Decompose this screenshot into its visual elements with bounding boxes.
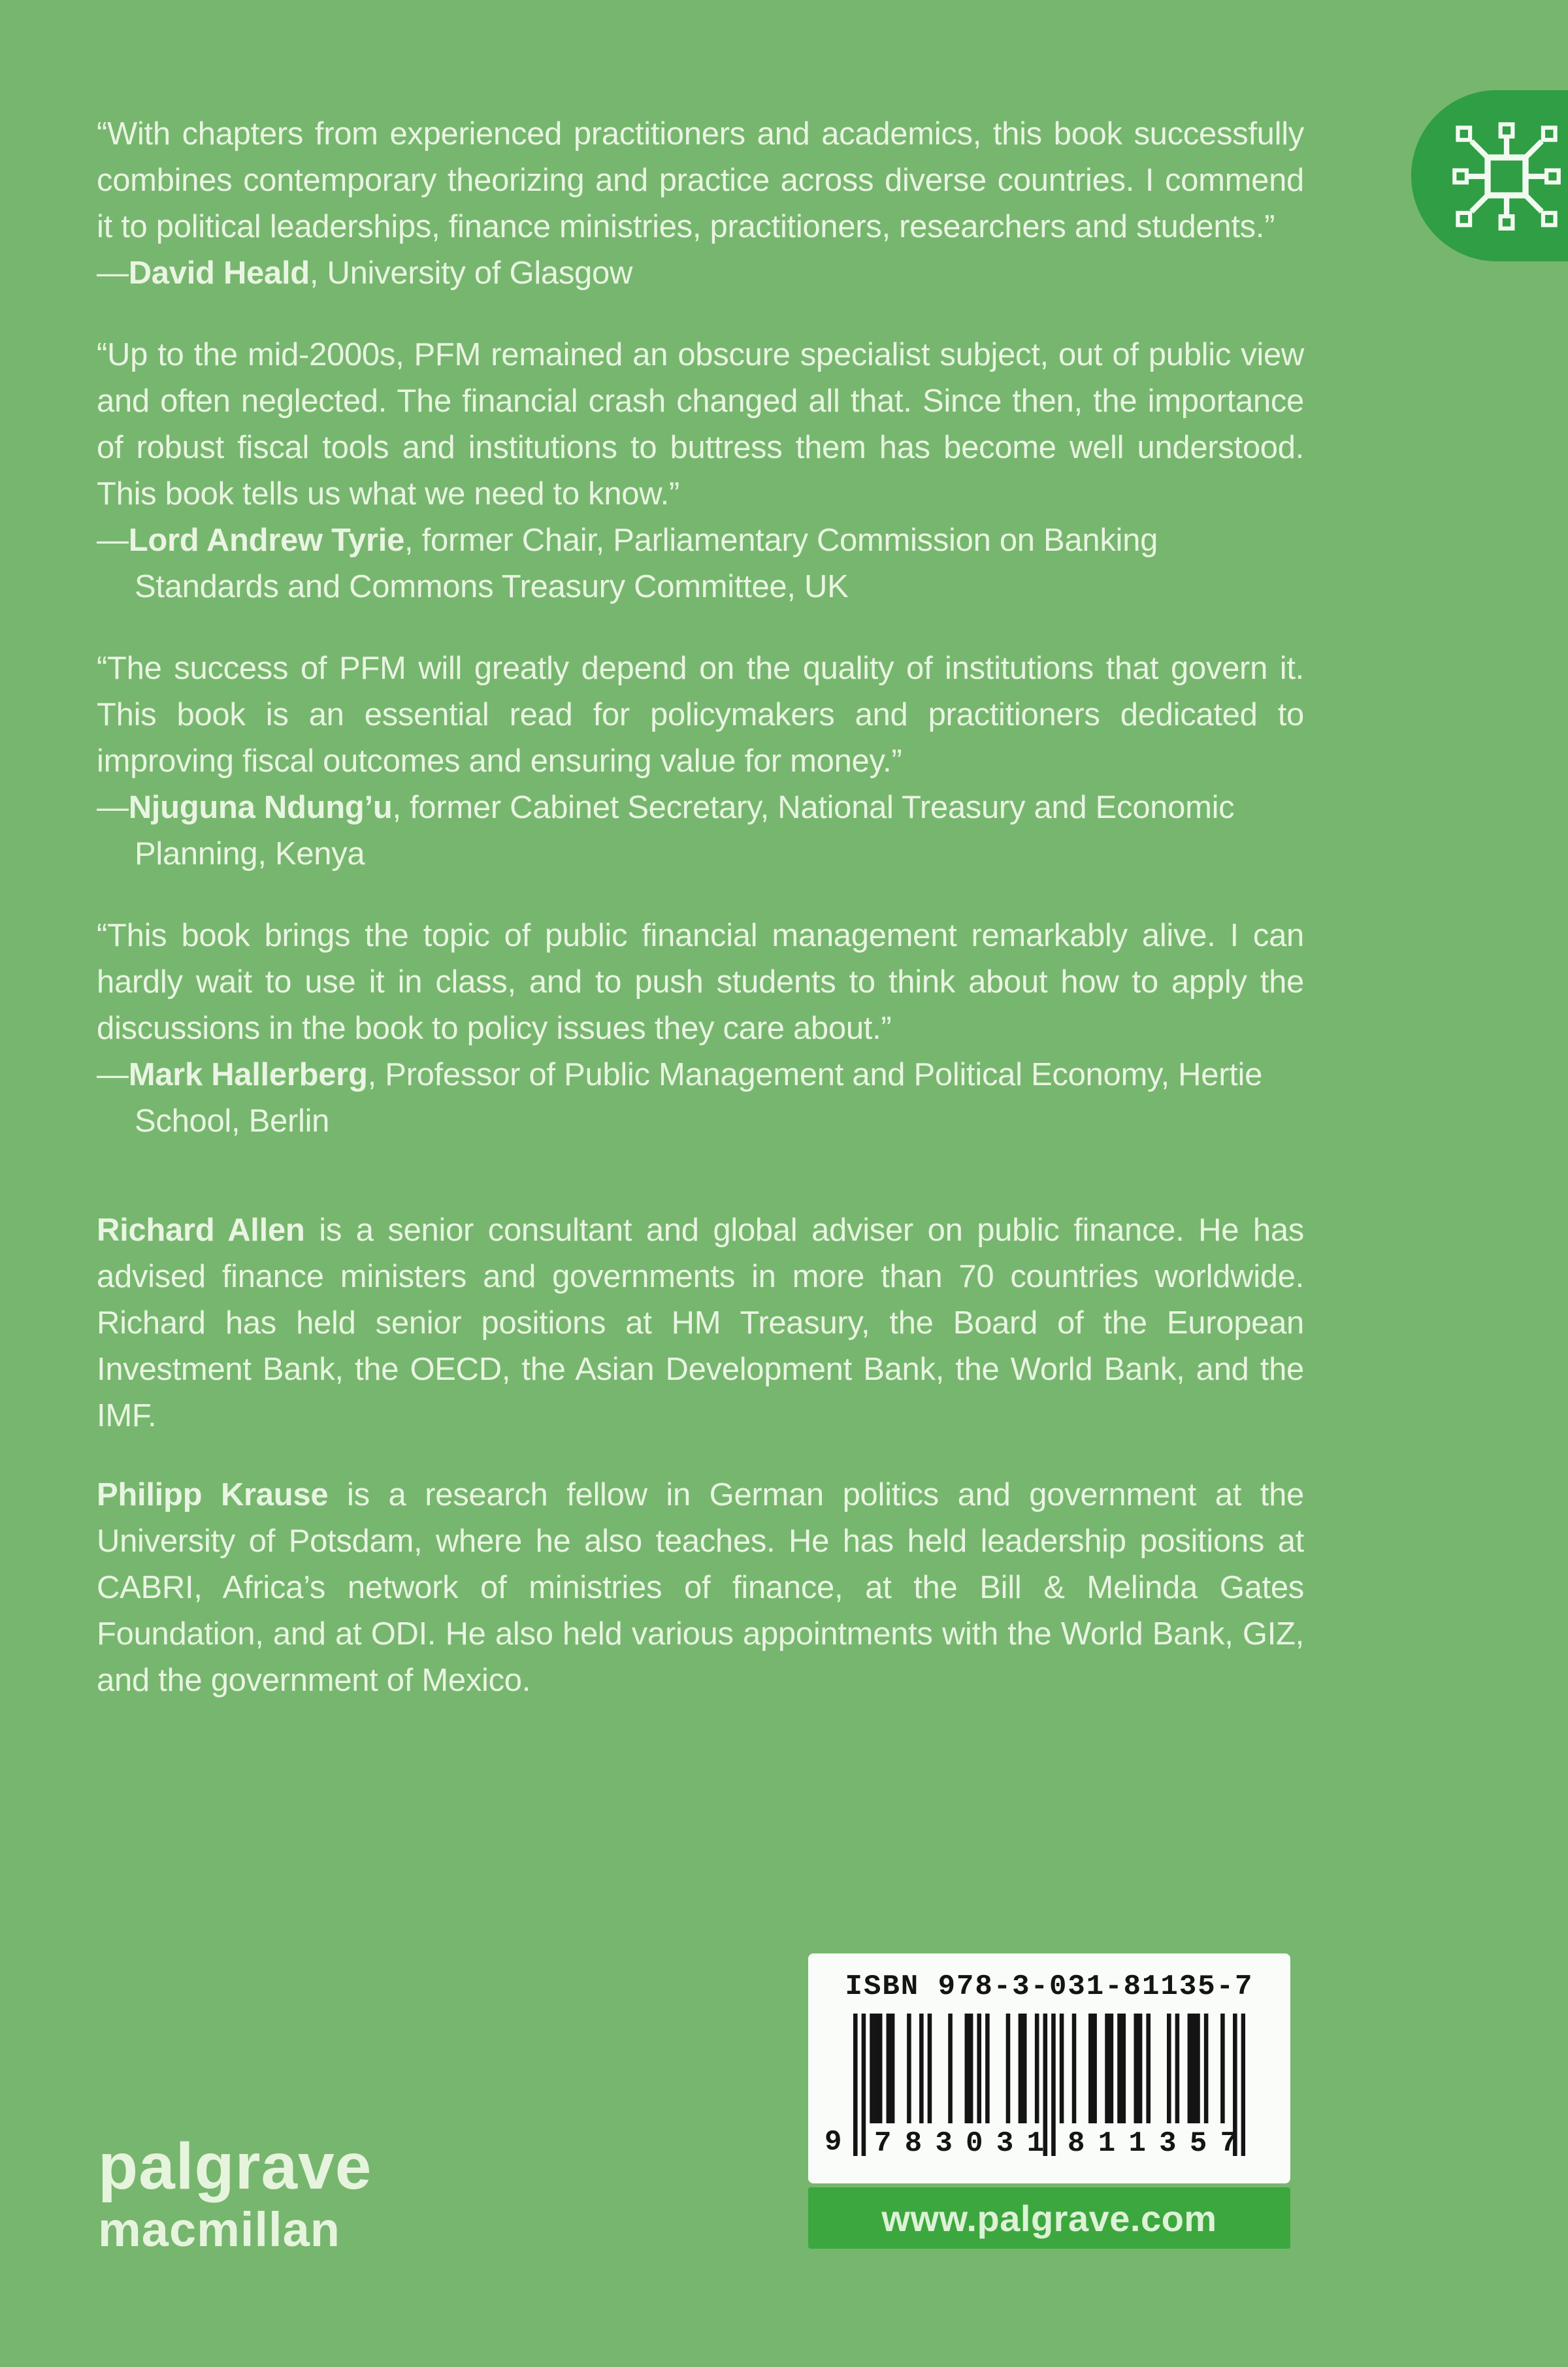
palgrave-macmillan-logo: [98, 2130, 372, 2257]
author-bio: [97, 1472, 1304, 1704]
quote-text: “This book brings the topic of public financial management remarkably alive. I can hardly wait to use it in class, and to push students to think about how to apply the discussions in the book to policy issues they care about.”: [97, 918, 1304, 1046]
endorsements-and-bios: [97, 111, 1304, 1737]
quote-attribution: [97, 1052, 1304, 1145]
endorser-name: Njuguna Ndung’u: [128, 790, 393, 825]
network-hub-icon: [1449, 119, 1564, 234]
endorser-name: Mark Hallerberg: [128, 1057, 368, 1092]
barcode: [825, 2014, 1245, 2160]
logo-palgrave: palgrave: [98, 2130, 372, 2203]
author-bio-text: is a research fellow in German politics and government at the University of Potsdam, where he also teaches. He has held leadership positions at CABRI, Africa’s network of ministries of finance, at the Bill & Melinda Gates Foundation, and at ODI. He also held various appointments with the World Bank, GIZ, and the government of Mexico.: [97, 1477, 1304, 1698]
endorsement-quote: [97, 111, 1304, 297]
quote-attribution: [97, 785, 1304, 877]
author-bio-text: is a senior consultant and global adviser on public finance. He has advised finance ministers and governments in more than 70 countries worldwide. Richard has held senior positions at HM Treasury, the Board of the European Investment Bank, the OECD, the Asian Development Bank, the World Bank, and the IMF.: [97, 1213, 1304, 1433]
quote-text: “Up to the mid-2000s, PFM remained an obscure specialist subject, out of public view and often neglected. The financial crash changed all that. Since then, the importance of robust fiscal tools and institutions to buttress them has become well understood. This book tells us what we need to know.”: [97, 337, 1304, 512]
author-name: Richard Allen: [97, 1213, 305, 1248]
endorser-affiliation: , Professor of Public Management and Political Economy, Hertie School, Berlin: [135, 1057, 1263, 1139]
endorser-affiliation: , former Chair, Parliamentary Commission on Banking Standards and Commons Treasury Committee, UK: [135, 523, 1158, 604]
quote-text: “The success of PFM will greatly depend on the quality of institutions that govern it. This book is an essential read for policymakers and practitioners dedicated to improving fiscal outcomes and ensuring value for money.”: [97, 651, 1304, 779]
endorser-name: David Heald: [128, 255, 310, 291]
endorsement-quote: [97, 332, 1304, 610]
isbn-barcode-box: [808, 1953, 1290, 2183]
endorsement-quote: [97, 645, 1304, 877]
quote-text: “With chapters from experienced practitioners and academics, this book successfully combines contemporary theorizing and practice across diverse countries. I commend it to political leaderships, finance ministries, practitioners, researchers and students.”: [97, 116, 1304, 244]
em-dash: —: [97, 255, 129, 291]
barcode-digits-left: 7 8 3 0 3 1: [874, 2127, 1044, 2160]
endorsement-quote: [97, 913, 1304, 1145]
author-bios: [97, 1207, 1304, 1704]
quote-attribution: [97, 517, 1304, 610]
author-name: Philipp Krause: [97, 1477, 329, 1512]
isbn-label: ISBN 978-3-031-81135-7: [845, 1970, 1254, 2003]
quote-attribution: [97, 250, 1304, 297]
endorser-name: Lord Andrew Tyrie: [128, 523, 405, 558]
em-dash: —: [97, 790, 129, 825]
barcode-digits-right: 8 1 1 3 5 7: [1068, 2127, 1237, 2160]
author-bio: [97, 1207, 1304, 1439]
publisher-badge: [1411, 90, 1568, 261]
endorser-affiliation: , University of Glasgow: [309, 255, 633, 291]
em-dash: —: [97, 523, 129, 558]
endorser-affiliation: , former Cabinet Secretary, National Treasury and Economic Planning, Kenya: [135, 790, 1235, 872]
publisher-website-bar: [808, 2187, 1290, 2249]
barcode-leading-digit: 9: [825, 2126, 842, 2159]
logo-macmillan: macmillan: [98, 2202, 340, 2257]
website-url: www.palgrave.com: [881, 2197, 1217, 2239]
em-dash: —: [97, 1057, 129, 1092]
